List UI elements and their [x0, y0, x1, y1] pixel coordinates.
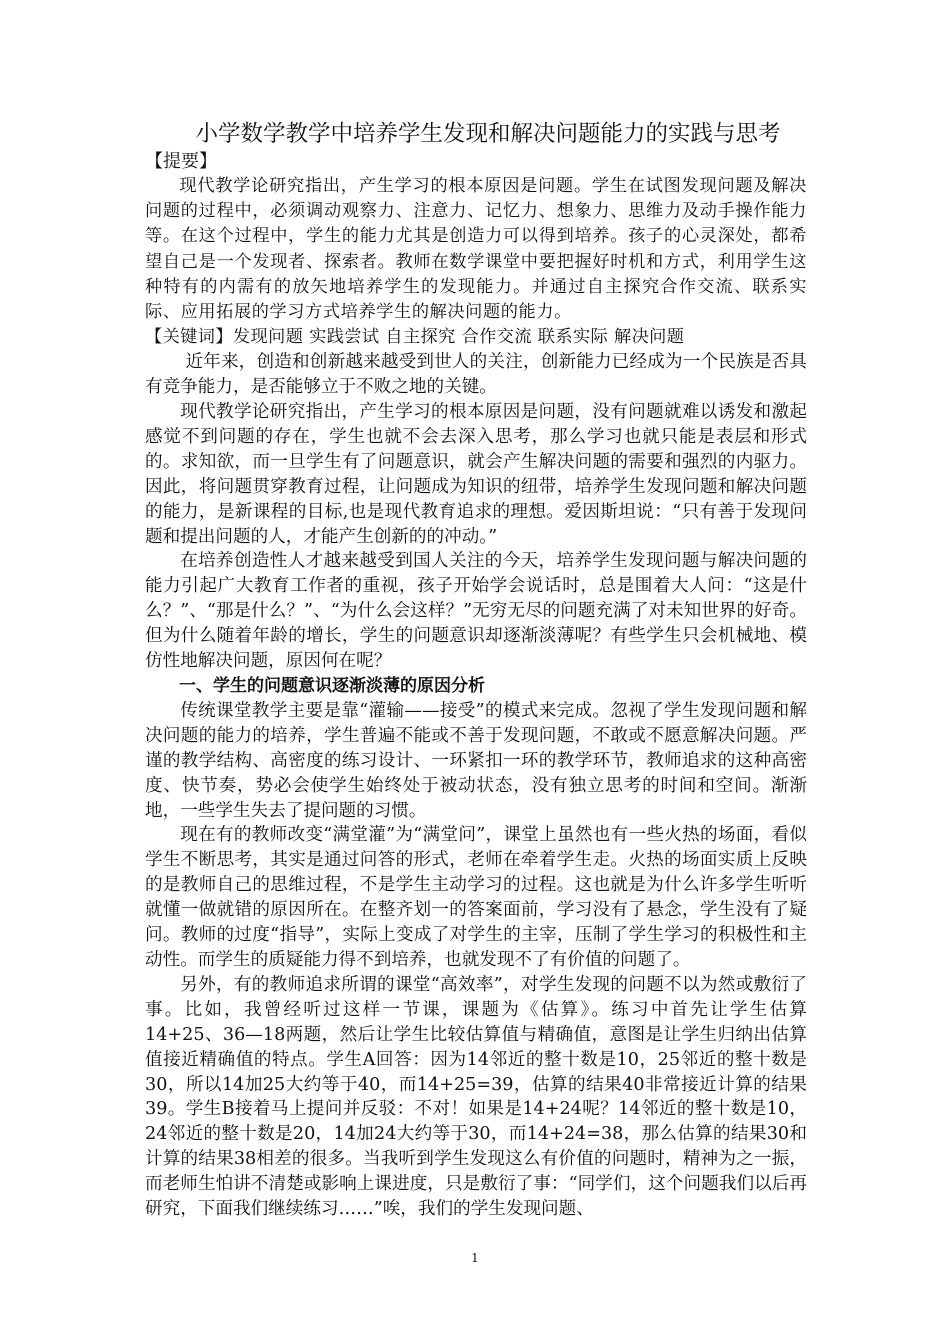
section-heading-1: 一、学生的问题意识逐渐淡薄的原因分析	[179, 676, 485, 696]
abstract-heading: 【提要】	[145, 151, 217, 172]
document-page	[145, 118, 807, 1222]
page-number: 1	[471, 1251, 479, 1265]
document-title: 小学数学教学中培养学生发现和解决问题能力的实践与思考	[195, 121, 781, 147]
section1-paragraph-1: 传统课堂教学主要是靠“灌输——接受”的模式来完成。忽视了学生发现问题和解决问题的能力的培养，学生普遍不能或不善于发现问题，不敢或不愿意解决问题。严谨的教学结构、高密度的练习设计、一环紧扣一环的教学环节，教师追求的这种高密度、快节奏，势必会使学生始终处于被动状态，没有独立思考的时间和空间。渐渐地，一些学生失去了提问题的习惯。	[145, 700, 807, 821]
abstract-text: 现代教学论研究指出，产生学习的根本原因是问题。学生在试图发现问题及解决问题的过程中，必须调动观察力、注意力、记忆力、想象力、思维力及动手操作能力等。在这个过程中，学生的能力尤其是创造力可以得到培养。孩子的心灵深处，都希望自己是一个发现者、探索者。教师在数学课堂中要把握好时机和方式，利用学生这种特有的内需有的放矢地培养学生的发现能力。并通过自主探究合作交流、联系实际、应用拓展的学习方式培养学生的解决问题的能力。	[145, 176, 807, 323]
body-paragraph-curiosity: 在培养创造性人才越来越受到国人关注的今天，培养学生发现问题与解决问题的能力引起广大教育工作者的重视，孩子开始学会说话时，总是围着大人问：“这是什么？”、“那是什么？”、“为什么会这样？”无穷无尽的问题充满了对未知世界的好奇。但为什么随着年龄的增长，学生的问题意识却逐渐淡薄呢？有些学生只会机械地、模仿性地解决问题，原因何在呢？	[145, 551, 807, 672]
body-paragraph-theory: 现代教学论研究指出，产生学习的根本原因是问题，没有问题就难以诱发和激起感觉不到问题的存在，学生也就不会去深入思考，那么学习也就只能是表层和形式的。求知欲，而一旦学生有了问题意识，就会产生解决问题的需要和强烈的内驱力。因此，将问题贯穿教育过程，让问题成为知识的纽带，培养学生发现问题和解决问题的能力，是新课程的目标,也是现代教育追求的理想。爱因斯坦说：“只有善于发现问题和提出问题的人，才能产生创新的的冲动。”	[145, 402, 807, 547]
section1-paragraph-2: 现在有的教师改变“满堂灌”为“满堂问”，课堂上虽然也有一些火热的场面，看似学生不断思考，其实是通过问答的形式，老师在牵着学生走。火热的场面实质上反映的是教师自己的思维过程，不是学生主动学习的过程。这也就是为什么许多学生听听就懂一做就错的原因所在。在整齐划一的答案面前，学习没有了悬念，学生没有了疑问。教师的过度“指导”，实际上变成了对学生的主宰，压制了学生学习的积极性和主动性。而学生的质疑能力得不到培养，也就发现不了有价值的问题了。	[145, 825, 807, 970]
keywords-line: 【关键词】发现问题 实践尝试 自主探究 合作交流 联系实际 解决问题	[145, 327, 685, 348]
section1-paragraph-3: 另外，有的教师追求所谓的课堂“高效率”，对学生发现的问题不以为然或敷衍了事。比如，我曾经听过这样一节课，课题为《估算》。练习中首先让学生估算14+25、36—18两题，然后让学生比较估算值与精确值，意图是让学生归纳出估算值接近精确值的特点。学生A回答：因为14邻近的整十数是10，25邻近的整十数是30，所以14加25大约等于40，而14+25=39，估算的结果40非常接近计算的结果39。学生B接着马上提问并反驳：不对！如果是14+24呢？14邻近的整十数是10，24邻近的整十数是20，14加24大约等于30，而14+24=38，那么估算的结果30和计算的结果38相差的很多。当我听到学生发现这么有价值的问题时，精神为之一振，而老师生怕讲不清楚或影响上课进度，只是敷衍了事：“同学们，这个问题我们以后再研究，下面我们继续练习……”唉，我们的学生发现问题、	[145, 974, 807, 1220]
body-paragraph-intro: 近年来，创造和创新越来越受到世人的关注，创新能力已经成为一个民族是否具有竞争能力，是否能够立于不败之地的关键。	[145, 352, 807, 398]
